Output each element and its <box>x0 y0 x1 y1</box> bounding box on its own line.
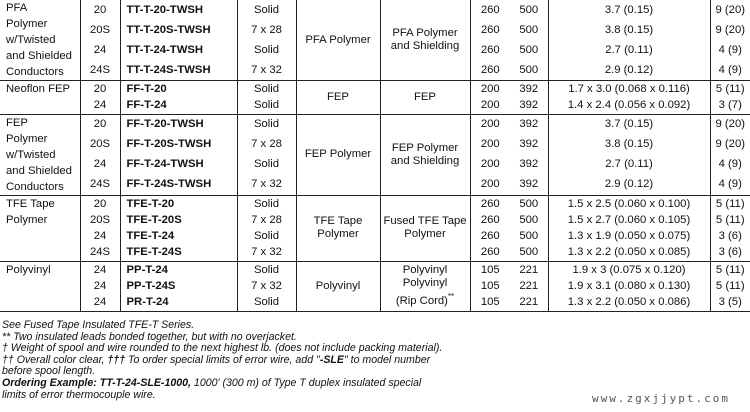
strand-cell: Solid <box>237 40 296 60</box>
part-number-cell: TT-T-20S-TWSH <box>120 20 237 40</box>
max-temp-f-cell: 392 <box>519 158 539 171</box>
max-temp-f-cell: 221 <box>519 296 539 309</box>
max-temp-c-cell: 260 <box>470 0 510 20</box>
overall-jacket-cell <box>380 261 470 311</box>
part-number-cell: PP-T-24S <box>120 278 237 294</box>
awg-cell: 24S <box>80 244 120 261</box>
dimensions-cell: 1.4 x 2.4 (0.056 x 0.092) <box>548 97 710 114</box>
awg-cell: 20 <box>80 81 120 98</box>
table-bottom-border <box>0 311 750 312</box>
footnote-marker: ** <box>447 292 455 302</box>
awg-cell: 20 <box>80 114 120 135</box>
awg-cell: 24 <box>80 228 120 244</box>
note-color: †† Overall color clear, ††† To order special limits of error wire, add "-SLE" to model number <box>2 353 431 366</box>
max-temp-c-cell: 200 <box>470 175 510 196</box>
part-number-cell: FF-T-20 <box>120 81 237 98</box>
insulation-type-cell <box>0 81 80 115</box>
part-number-cell: TFE-T-20 <box>120 195 237 212</box>
conductor-insulation-cell: FEP Polymer <box>296 114 380 195</box>
awg-cell: 24 <box>80 294 120 311</box>
dimensions-cell: 1.5 x 2.5 (0.060 x 0.100) <box>548 195 710 212</box>
awg-cell: 20S <box>80 135 120 155</box>
dimensions-cell: 3.7 (0.15) <box>548 114 710 135</box>
overall-jacket-cell: FEP <box>380 81 470 115</box>
overall-jacket-line: (Rip Cord)** <box>395 292 455 308</box>
strand-cell: Solid <box>237 228 296 244</box>
part-number-cell: FF-T-20S-TWSH <box>120 135 237 155</box>
max-temp-f-cell: 500 <box>519 63 539 76</box>
spool-weight-cell: 4 (9) <box>710 155 750 175</box>
strand-cell: 7 x 28 <box>237 20 296 40</box>
max-temp-c-cell: 260 <box>470 244 510 261</box>
max-temp-c-cell: 260 <box>470 212 510 228</box>
overall-jacket-line: Polyvinyl <box>402 277 448 290</box>
watermark: www.zgxjjypt.com <box>592 392 730 405</box>
max-temp-f-cell: 392 <box>510 114 548 135</box>
dimensions-cell: 1.9 x 3.1 (0.080 x 0.130) <box>548 278 710 294</box>
insulation-type-cell <box>0 195 80 261</box>
insulation-type-cell <box>0 261 80 311</box>
max-temp-c-cell: 260 <box>470 20 510 40</box>
max-temp-c-cell: 200 <box>470 135 510 155</box>
max-temp-f-cell: 221 <box>510 261 548 278</box>
max-temp-f-cell: 392 <box>519 178 539 191</box>
max-temp-f-cell: 500 <box>519 23 539 36</box>
overall-jacket-cell: FEP Polymer and Shielding <box>380 114 470 195</box>
max-temp-c-cell: 260 <box>470 60 510 81</box>
strand-cell: Solid <box>237 195 296 212</box>
spool-weight-cell: 5 (11) <box>710 81 750 98</box>
table-row <box>0 195 750 212</box>
dimensions-cell: 3.8 (0.15) <box>548 135 710 155</box>
ordering-example: Ordering Example: TT-T-24-SLE-1000, 1000' (300 m) of Type T duplex insulated special <box>2 376 422 389</box>
insulation-type-line: Polyvinyl <box>6 263 51 276</box>
dimensions-cell: 1.3 x 1.9 (0.050 x 0.075) <box>548 228 710 244</box>
strand-cell: Solid <box>237 294 296 311</box>
strand-cell: Solid <box>237 97 296 114</box>
dimensions-cell: 1.5 x 2.7 (0.060 x 0.105) <box>548 212 710 228</box>
dimensions-cell: 2.9 (0.12) <box>548 60 710 81</box>
dimensions-cell: 1.3 x 2.2 (0.050 x 0.086) <box>548 294 710 311</box>
dimensions-cell: 2.9 (0.12) <box>548 175 710 196</box>
max-temp-c-cell: 105 <box>470 278 510 294</box>
note-weight: † Weight of spool and wire rounded to the next highest lb. (does not include packing material). <box>2 342 443 355</box>
insulation-type-line: and Shielded <box>6 164 72 177</box>
part-number-cell: PR-T-24 <box>120 294 237 311</box>
note-see-fused: See Fused Tape Insulated TFE-T Series. <box>2 319 195 331</box>
insulation-type-line: Polymer <box>6 213 48 226</box>
max-temp-f-cell: 500 <box>510 195 548 212</box>
dimensions-cell: 1.7 x 3.0 (0.068 x 0.116) <box>548 81 710 98</box>
max-temp-f-cell: 500 <box>519 230 539 243</box>
awg-cell: 20S <box>80 20 120 40</box>
insulation-type-line: PFA <box>6 2 28 14</box>
part-number-cell: TFE-T-24S <box>120 244 237 261</box>
strand-cell: 7 x 28 <box>237 135 296 155</box>
spool-weight-cell: 5 (11) <box>710 195 750 212</box>
awg-cell: 20S <box>80 212 120 228</box>
spool-weight-cell: 9 (20) <box>710 135 750 155</box>
strand-cell: 7 x 32 <box>237 175 296 196</box>
overall-jacket-cell: PFA Polymer and Shielding <box>380 0 470 81</box>
dimensions-cell: 2.7 (0.11) <box>548 155 710 175</box>
dimensions-cell: 1.3 x 2.2 (0.050 x 0.085) <box>548 244 710 261</box>
table-row <box>0 81 750 98</box>
awg-cell: 24S <box>80 175 120 196</box>
strand-cell: 7 x 28 <box>237 212 296 228</box>
dimensions-cell: 3.8 (0.15) <box>548 20 710 40</box>
part-number-cell: FF-T-24S-TWSH <box>120 175 237 196</box>
awg-cell: 24 <box>80 261 120 278</box>
spool-weight-cell: 4 (9) <box>710 60 750 81</box>
insulation-type-line: Polymer <box>6 132 48 145</box>
insulation-type-line: Conductors <box>6 66 64 78</box>
part-number-cell: TT-T-24-TWSH <box>120 40 237 60</box>
max-temp-c-cell: 105 <box>470 294 510 311</box>
strand-cell: 7 x 32 <box>237 278 296 294</box>
strand-cell: Solid <box>237 155 296 175</box>
spool-weight-cell: 3 (6) <box>710 228 750 244</box>
insulation-type-line: TFE Tape <box>6 197 55 210</box>
max-temp-f-cell: 500 <box>519 43 539 56</box>
part-number-cell: TT-T-24S-TWSH <box>120 60 237 81</box>
part-number-cell: TT-T-20-TWSH <box>120 0 237 20</box>
table-row <box>0 114 750 135</box>
awg-cell: 24 <box>80 278 120 294</box>
conductor-insulation-cell: PFA Polymer <box>296 0 380 81</box>
table-row <box>0 261 750 278</box>
spool-weight-cell: 3 (5) <box>710 294 750 311</box>
strand-cell: Solid <box>237 0 296 20</box>
max-temp-f-cell: 392 <box>510 81 548 98</box>
dimensions-cell: 1.9 x 3 (0.075 x 0.120) <box>548 261 710 278</box>
strand-cell: 7 x 32 <box>237 60 296 81</box>
insulation-type-line: Polymer <box>6 18 48 30</box>
spool-weight-cell: 4 (9) <box>710 175 750 196</box>
part-number-cell: FF-T-24-TWSH <box>120 155 237 175</box>
max-temp-f-cell: 221 <box>519 280 539 293</box>
spool-weight-cell: 5 (11) <box>710 261 750 278</box>
dimensions-cell: 2.7 (0.11) <box>548 40 710 60</box>
spool-weight-cell: 5 (11) <box>710 212 750 228</box>
insulation-type-line: Conductors <box>6 180 64 193</box>
strand-cell: Solid <box>237 81 296 98</box>
max-temp-c-cell: 260 <box>470 40 510 60</box>
max-temp-f-cell: 500 <box>519 213 539 226</box>
spool-weight-cell: 9 (20) <box>710 114 750 135</box>
conductor-insulation-cell: TFE Tape Polymer <box>296 195 380 261</box>
awg-cell: 20 <box>80 195 120 212</box>
strand-cell: 7 x 32 <box>237 244 296 261</box>
max-temp-c-cell: 105 <box>470 261 510 278</box>
strand-cell: Solid <box>237 261 296 278</box>
spool-weight-cell: 3 (7) <box>710 97 750 114</box>
spool-weight-cell: 4 (9) <box>710 40 750 60</box>
footnotes <box>2 320 602 401</box>
max-temp-c-cell: 260 <box>470 228 510 244</box>
conductor-insulation-cell: FEP <box>296 81 380 115</box>
part-number-cell: FF-T-24 <box>120 97 237 114</box>
insulation-type-line: and Shielded <box>6 50 72 62</box>
part-number-cell: TFE-T-20S <box>120 212 237 228</box>
insulation-type-line: w/Twisted <box>6 34 56 46</box>
note-two-leads: ** Two insulated leads bonded together, but with no overjacket. <box>2 330 297 343</box>
insulation-type-line: FEP <box>6 116 28 129</box>
max-temp-c-cell: 260 <box>470 195 510 212</box>
awg-cell: 20 <box>80 0 120 20</box>
insulation-type-cell <box>0 114 80 195</box>
insulation-type-line: Neoflon FEP <box>6 83 71 95</box>
dimensions-cell: 3.7 (0.15) <box>548 0 710 20</box>
awg-cell: 24 <box>80 155 120 175</box>
insulation-type-line: w/Twisted <box>6 148 56 161</box>
spool-weight-cell: 3 (6) <box>710 244 750 261</box>
spool-weight-cell: 9 (20) <box>710 20 750 40</box>
awg-cell: 24 <box>80 40 120 60</box>
spool-weight-cell: 5 (11) <box>710 278 750 294</box>
strand-cell: Solid <box>237 114 296 135</box>
max-temp-c-cell: 200 <box>470 114 510 135</box>
note-limits: limits of error thermocouple wire. <box>2 388 156 401</box>
part-number-cell: FF-T-20-TWSH <box>120 114 237 135</box>
spool-weight-cell: 9 (20) <box>710 0 750 20</box>
max-temp-f-cell: 500 <box>519 246 539 259</box>
part-number-cell: PP-T-24 <box>120 261 237 278</box>
awg-cell: 24 <box>80 97 120 114</box>
max-temp-c-cell: 200 <box>470 97 510 114</box>
max-temp-f-cell: 500 <box>519 3 539 16</box>
part-number-cell: TFE-T-24 <box>120 228 237 244</box>
max-temp-f-cell: 392 <box>519 138 539 151</box>
max-temp-f-cell: 392 <box>519 99 539 112</box>
conductor-insulation-cell: Polyvinyl <box>296 261 380 311</box>
overall-jacket-line: Polyvinyl <box>402 264 448 277</box>
max-temp-c-cell: 200 <box>470 155 510 175</box>
insulation-type-cell <box>0 0 80 81</box>
awg-cell: 24S <box>80 60 120 81</box>
overall-jacket-cell: Fused TFE Tape Polymer <box>380 195 470 261</box>
max-temp-c-cell: 200 <box>470 81 510 98</box>
table-row <box>0 0 750 20</box>
note-spool: before spool length. <box>2 365 96 378</box>
